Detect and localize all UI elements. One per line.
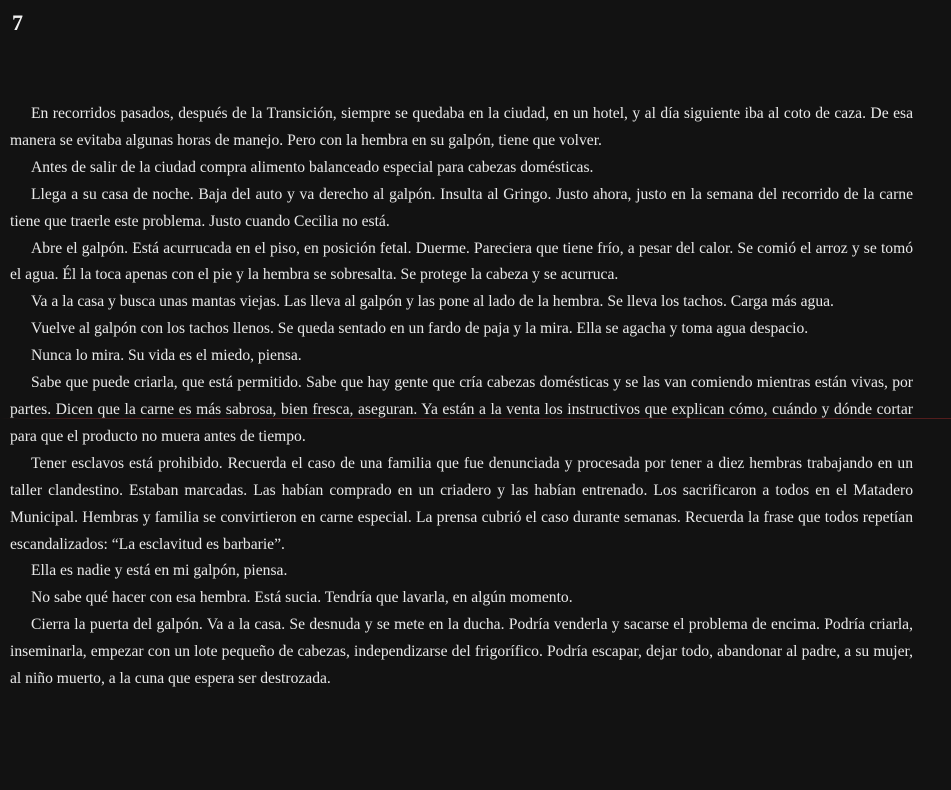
paragraph: Antes de salir de la ciudad compra alimento balanceado especial para cabezas domésticas. <box>31 158 594 176</box>
page-number: 7 <box>12 10 23 35</box>
paragraph: Va a la casa y busca unas mantas viejas. Las lleva al galpón y las pone al lado de la hembra. Se lleva los tachos. Carga más agua. <box>31 293 834 311</box>
body-text <box>10 101 913 693</box>
paragraph: Abre el galpón. Está acurrucada en el piso, en posición fetal. Duerme. Pareciera que tiene frío, a pesar del calor. Se comió el arroz y se tomó el agua. Él la toca apenas con el pie y la hembra se sobresalta. Se protege la cabeza y se acurruca. <box>10 239 913 284</box>
paragraph: Nunca lo mira. Su vida es el miedo, piensa. <box>31 347 302 365</box>
paragraph: Cierra la puerta del galpón. Va a la casa. Se desnuda y se mete en la ducha. Podría venderla y sacarse el problema de encima. Podría criarla, inseminarla, empezar con un lote pequeño de cabezas, independizarse del frigorífico. Podría escapar, dejar todo, abandonar al padre, a su mujer, al niño muerto, a la cuna que espera ser destrozada. <box>10 616 913 688</box>
paragraph: Ella es nadie y está en mi galpón, piensa. <box>31 562 288 580</box>
paragraph: Vuelve al galpón con los tachos llenos. Se queda sentado en un fardo de paja y la mira. Ella se agacha y toma agua despacio. <box>31 320 809 338</box>
paragraph: En recorridos pasados, después de la Transición, siempre se quedaba en la ciudad, en un hotel, y al día siguiente iba al coto de caza. De esa manera se evitaba algunas horas de manejo. Pero con la hembra en su galpón, tiene que volver. <box>10 105 913 149</box>
paragraph: Tener esclavos está prohibido. Recuerda el caso de una familia que fue denunciada y procesada por tener a diez hembras trabajando en un taller clandestino. Estaban marcadas. Las habían comprado en un criadero y las habían entrenado. Los sacrificaron a todos en el Matadero Municipal. Hembras y familia se convirtieron en carne especial. La prensa cubrió el caso durante semanas. Recuerda la frase que todos repetían escandalizados: “La esclavitud es barbarie”. <box>10 454 913 553</box>
paragraph: No sabe qué hacer con esa hembra. Está sucia. Tendría que lavarla, en algún momento. <box>31 589 573 607</box>
paragraph: Sabe que puede criarla, que está permitido. Sabe que hay gente que cría cabezas domésticas y se las van comiendo mientras están vivas, por partes. Dicen que la carne es más sabrosa, bien fresca, aseguran. Ya están a la venta los instructivos que explican cómo, cuándo y dónde cortar para que el producto no muera antes de tiempo. <box>10 374 913 445</box>
paragraph: Llega a su casa de noche. Baja del auto y va derecho al galpón. Insulta al Gringo. Justo ahora, justo en la semana del recorrido de la carne tiene que traerle este problema. Justo cuando Cecilia no está. <box>10 185 913 230</box>
